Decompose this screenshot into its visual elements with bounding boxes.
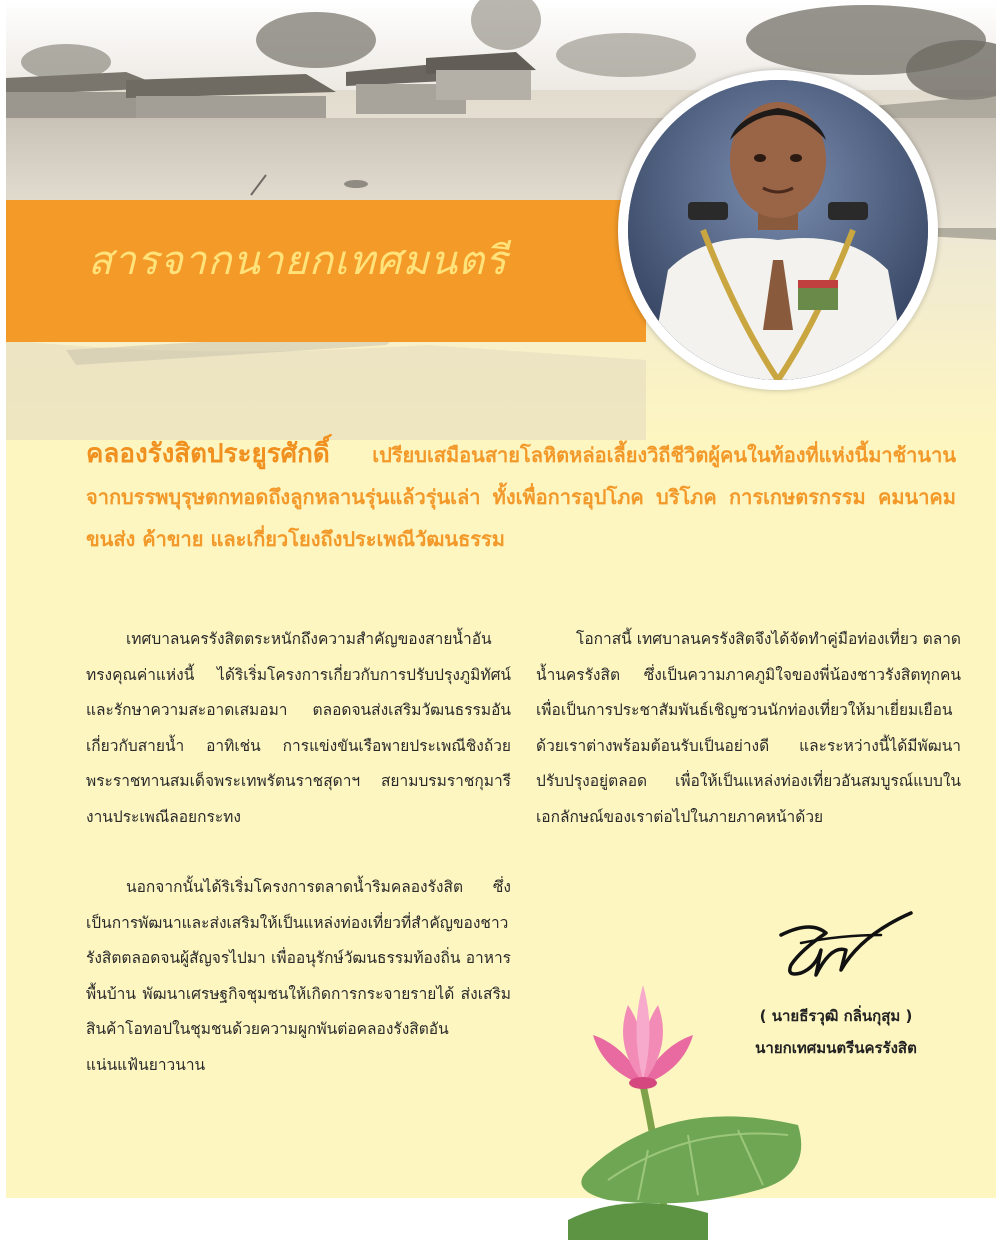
body-paragraph: นอกจากนั้นได้ริเริ่มโครงการตลาดน้ำริมคลองรังสิต ซึ่งเป็นการพัฒนาและส่งเสริมให้เป็นแหล่งท่องเที่ยวที่สำคัญของชาวรังสิตตลอดจนผู้สัญจรไปมา เพื่ออนุรักษ์วัฒนธรรมท้องถิ่น อาหารพื้นบ้าน พัฒนาเศรษฐกิจชุมชนให้เกิดการกระจายรายได้ ส่งเสริมสินค้าโอทอปในชุมชนด้วยความผูกพันต่อคลองรังสิตอันแน่นแฟ้นยาวนาน [86,878,511,1074]
portrait-illustration [628,80,928,380]
body-paragraph: เทศบาลนครรังสิตตระหนักถึงความสำคัญของสายน้ำอันทรงคุณค่าแห่งนี้ ได้ริเริ่มโครงการเกี่ยวกับการปรับปรุงภูมิทัศน์และรักษาความสะอาดเสมอมา ตลอดจนส่งเสริมวัฒนธรรมอันเกี่ยวกับสายน้ำ อาทิเช่น การแข่งขันเรือพายประเพณีชิงถ้วยพระราชทานสมเด็จพระเทพรัตนราชสุดาฯ สยามบรมราชกุมารี งานประเพณีลอยกระทง [86,630,511,826]
body-paragraph: โอกาสนี้ เทศบาลนครรังสิตจึงได้จัดทำคู่มือท่องเที่ยว ตลาดน้ำนครรังสิต ซึ่งเป็นความภาคภูมิใจของพี่น้องชาวรังสิตทุกคน เพื่อเป็นการประชาสัมพันธ์เชิญชวนนักท่องเที่ยวให้มาเยี่ยมเยือน ด้วยเราต่างพร้อมต้อนรับเป็นอย่างดี และระหว่างนี้ได้มีพัฒนาปรับปรุงอยู่ตลอด เพื่อให้เป็นแหล่งท่องเที่ยวอันสมบูรณ์แบบในเอกลักษณ์ของเราต่อไปในภายภาคหน้าด้วย [536,630,961,826]
intro-text: เปรียบเสมือนสายโลหิตหล่อเลี้ยงวิถีชีวิตผู้คนในท้องที่แห่งนี้มาช้านาน จากบรรพบุรุษตกทอดถึงลูกหลานรุ่นแล้วรุ่นเล่า ทั้งเพื่อการอุปโภค บริโภค การเกษตรกรรม คมนาคมขนส่ง ค้าขาย และเกี่ยวโยงถึงประเพณีวัฒนธรรม [86,443,956,551]
page [6,0,996,1198]
signatory-name: ( นายธีรวุฒิ กลิ่นกุสุม ) [759,1007,913,1025]
page-title: สารจากนายกเทศมนตรี [88,238,508,284]
signatory-position: นายกเทศมนตรีนครรังสิต [755,1039,917,1057]
handwritten-signature [771,905,921,985]
lotus-decoration [548,975,818,1240]
title-banner [6,200,646,342]
intro-lead: คลองรังสิตประยูรศักดิ์ [86,439,330,469]
intro-paragraph [86,433,956,560]
right-column [536,622,961,835]
left-column [86,622,511,1083]
mayor-portrait [628,80,928,380]
